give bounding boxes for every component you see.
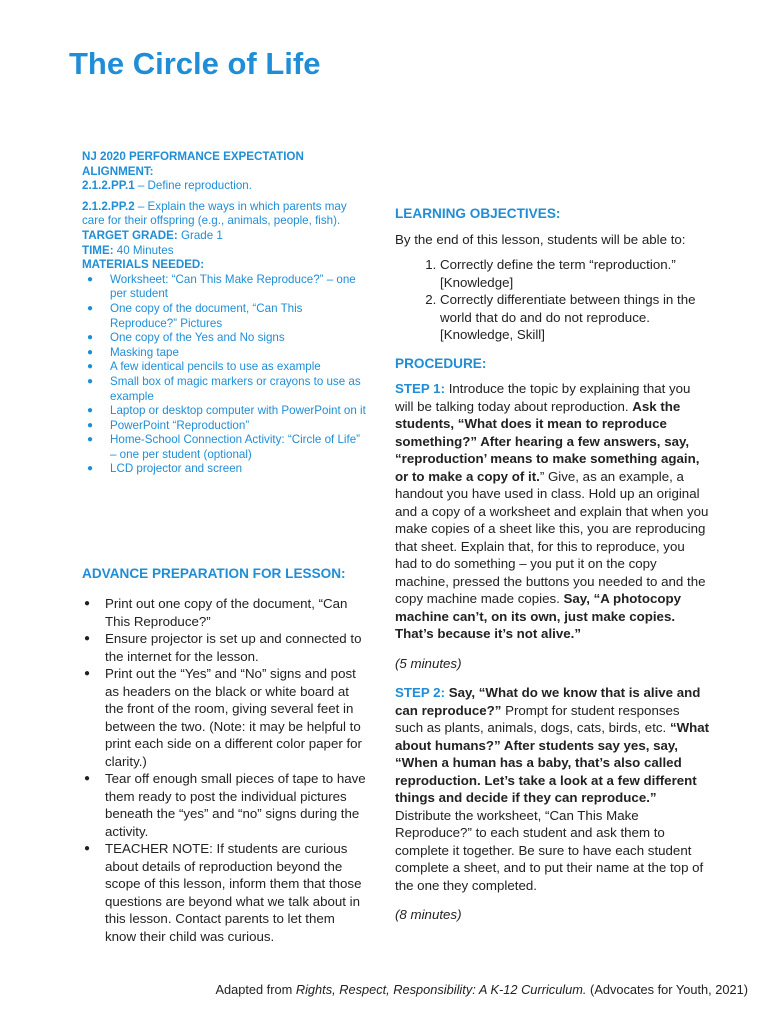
list-item: ● Small box of magic markers or crayons to use as example xyxy=(82,375,367,404)
list-item: ● One copy of the Yes and No signs xyxy=(82,331,367,346)
list-item: ● TEACHER NOTE: If students are curious about details of reproduction beyond the scope of this lesson, inform them that those questions are beyond what we talk about in this lesson. Contact parents to let them know their child was curious. xyxy=(82,840,367,945)
list-item: ● Print out the “Yes” and “No” signs and post as headers on the black or white board at the front of the room, giving several feet in between the two. (Note: it may be helpful to print each side on a different color paper for clarity.) xyxy=(82,665,367,770)
list-item: ● Ensure projector is set up and connected to the internet for the lesson. xyxy=(82,630,367,665)
step-1: STEP 1: Introduce the topic by explaining that you will be talking today about reproduction. Ask the students, “What does it mean to reproduce something?” After hearing a few answers, say, “reproduction’ means to make something again, or to make a copy of it.” Give, as an example, a handout you have used in class. Hold up an original and a copy of a worksheet and explain that when you make copies of a sheet like this, you are reproducing that sheet. Explain that, for this to reproduce, you had to do something – you put it on the copy machine, pressed the buttons you needed to and the copy machine made copies. Say, “A photocopy machine can’t, on its own, just make copies. That’s because it’s not alive.” xyxy=(395,381,709,641)
list-item: 2. Correctly differentiate between things in the world that do and do not reproduce. [Knowledge, Skill] xyxy=(440,291,710,344)
list-item: ● Print out one copy of the document, “Can This Reproduce?” xyxy=(82,595,367,630)
time-line: TIME: 40 Minutes xyxy=(82,243,174,257)
step-1-duration: (5 minutes) xyxy=(395,655,462,671)
pp1-code: 2.1.2.PP.1 xyxy=(82,179,135,193)
lesson-body xyxy=(395,205,710,924)
pp2-line xyxy=(82,200,367,229)
list-item: ● A few identical pencils to use as example xyxy=(82,360,367,375)
alignment-panel xyxy=(82,150,367,477)
step-1-label: STEP 1: xyxy=(395,381,446,396)
advance-preparation xyxy=(82,566,367,945)
target-grade: TARGET GRADE: Grade 1 xyxy=(82,228,223,242)
materials-heading: MATERIALS NEEDED: xyxy=(82,258,205,272)
list-item: ● LCD projector and screen xyxy=(82,462,367,477)
advance-heading: ADVANCE PREPARATION FOR LESSON: xyxy=(82,566,346,581)
pp1-text: – Define reproduction. xyxy=(134,179,252,193)
page-title: The Circle of Life xyxy=(69,46,321,81)
objectives-intro: By the end of this lesson, students will be able to: xyxy=(395,231,686,247)
pp1-line xyxy=(82,179,367,194)
list-item: ● Tear off enough small pieces of tape to have them ready to post the individual pictures beneath the “yes” and “no” signs during the activity. xyxy=(82,770,367,840)
alignment-heading: NJ 2020 PERFORMANCE EXPECTATION ALIGNMENT: xyxy=(82,150,304,178)
step-2-label: STEP 2: xyxy=(395,685,446,700)
source-title: Rights, Respect, Responsibility: A K-12 Curriculum. xyxy=(295,982,587,997)
objectives-heading: LEARNING OBJECTIVES: xyxy=(395,206,561,221)
advance-list xyxy=(82,595,367,945)
step-2-duration: (8 minutes) xyxy=(395,907,462,922)
materials-list xyxy=(82,273,367,477)
list-item: ● Laptop or desktop computer with PowerPoint on it xyxy=(82,404,367,419)
step-2: STEP 2: Say, “What do we know that is alive and can reproduce?” Prompt for student responses such as plants, animals, dogs, cats, birds, etc. “What about humans?” After students say yes, say, “When a human has a baby, that’s also called reproduction. Let’s take a look at a few different things and decide if they can reproduce.” Distribute the worksheet, “Can This Make Reproduce?” to each student and ask them to complete it together. Be sure to have each student complete a sheet, and to put their name at the top of the one they completed. xyxy=(395,685,710,893)
list-item: ● One copy of the document, “Can This Reproduce?” Pictures xyxy=(82,302,367,331)
list-item: ● Home-School Connection Activity: “Circle of Life” – one per student (optional) xyxy=(82,433,367,462)
pp2-code: 2.1.2.PP.2 xyxy=(82,199,135,213)
list-item: ● Masking tape xyxy=(82,346,367,361)
procedure-heading: PROCEDURE: xyxy=(395,355,487,371)
list-item: 1. Correctly define the term “reproduction.” [Knowledge] xyxy=(440,256,710,291)
objectives-list xyxy=(395,256,710,344)
pp2-text: – Explain the ways in which parents may care for their offspring (e.g., animals, people, fish). xyxy=(82,199,347,228)
footer-citation: Adapted from Rights, Respect, Responsibility: A K-12 Curriculum. (Advocates for Youth, 2021) xyxy=(215,982,748,997)
list-item: ● PowerPoint “Reproduction” xyxy=(82,419,367,434)
list-item: ● Worksheet: “Can This Make Reproduce?” – one per student xyxy=(82,273,367,302)
